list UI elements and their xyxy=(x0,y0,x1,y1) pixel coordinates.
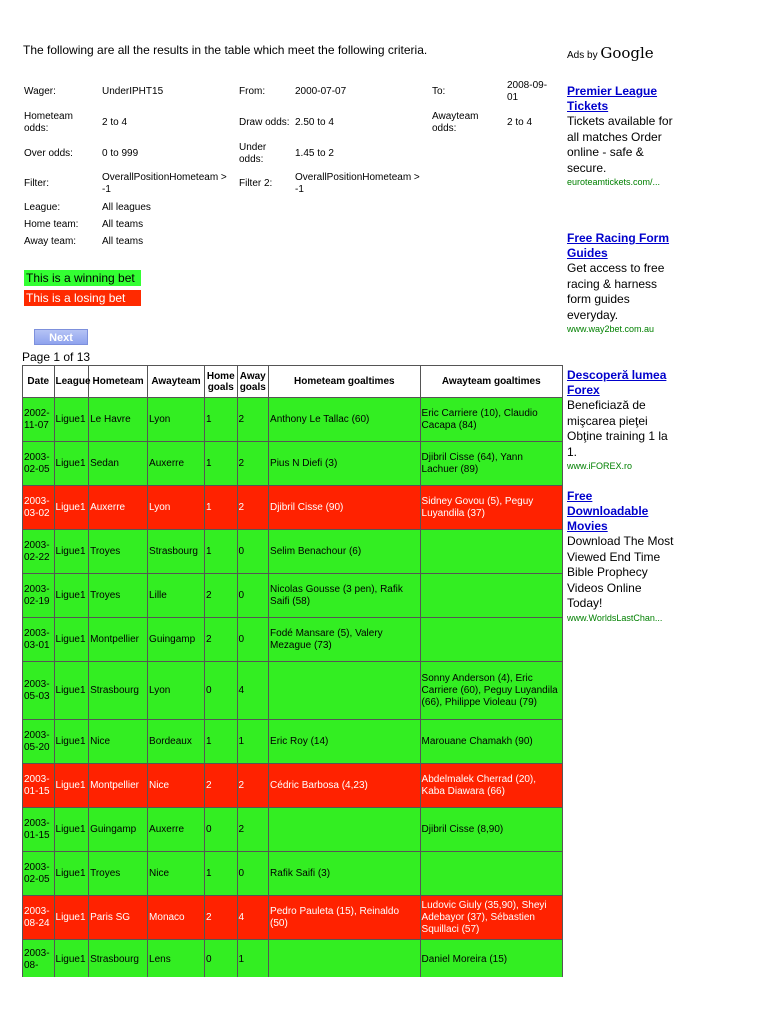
cell-date: 2003-02-19 xyxy=(23,574,55,618)
cell-awayteam-goaltimes: Djibril Cisse (8,90) xyxy=(420,808,562,852)
away-team-label: Away team: xyxy=(24,235,77,247)
cell-away-goals: 4 xyxy=(237,662,269,720)
draw-odds-value: 2.50 to 4 xyxy=(295,117,334,128)
cell-home-goals: 2 xyxy=(204,574,237,618)
ads-by-google[interactable] xyxy=(567,44,767,62)
cell-awayteam-goaltimes xyxy=(420,618,562,662)
cell-awayteam: Lille xyxy=(148,574,205,618)
cell-hometeam: Paris SG xyxy=(89,896,148,940)
header-awayteam-goaltimes: Awayteam goaltimes xyxy=(420,366,562,398)
cell-away-goals: 0 xyxy=(237,852,269,896)
ad-item xyxy=(567,231,677,336)
home-team-value: All teams xyxy=(102,218,144,230)
cell-hometeam: Troyes xyxy=(89,530,148,574)
ad-item xyxy=(567,84,677,189)
table-row xyxy=(23,398,563,442)
cell-awayteam: Lyon xyxy=(148,398,205,442)
league-label: League: xyxy=(24,201,61,213)
cell-league: Ligue1 xyxy=(54,662,89,720)
ad-url[interactable]: www.WorldsLastChan... xyxy=(567,612,663,623)
cell-awayteam-goaltimes: Sonny Anderson (4), Eric Carriere (60), Peguy Luyandila (66), Philippe Violeau (79) xyxy=(420,662,562,720)
cell-home-goals: 2 xyxy=(204,896,237,940)
ad-url[interactable]: www.way2bet.com.au xyxy=(567,324,655,334)
ad-text: Get access to free racing & harness form guides everyday. xyxy=(567,261,665,322)
cell-away-goals: 2 xyxy=(237,486,269,530)
cell-date: 2003-02-22 xyxy=(23,530,55,574)
wager-label: Wager: xyxy=(24,86,56,97)
filter-value: OverallPositionHometeam > -1 xyxy=(102,172,227,195)
cell-hometeam: Montpellier xyxy=(89,618,148,662)
google-ads xyxy=(567,44,767,625)
cell-date: 2003-05-03 xyxy=(23,662,55,720)
filter-label: Filter: xyxy=(24,178,49,189)
cell-hometeam-goaltimes: Fodé Mansare (5), Valery Mezague (73) xyxy=(269,618,421,662)
criteria-table xyxy=(22,77,555,250)
wager-value: UnderIPHT15 xyxy=(102,86,164,97)
cell-hometeam: Auxerre xyxy=(89,486,148,530)
ad-title-link[interactable]: Descoperă lumea Forex xyxy=(567,368,667,397)
cell-hometeam-goaltimes: Pedro Pauleta (15), Reinaldo (50) xyxy=(269,896,421,940)
cell-awayteam: Auxerre xyxy=(148,808,205,852)
header-date: Date xyxy=(23,366,55,398)
cell-away-goals: 2 xyxy=(237,764,269,808)
page-info: Page 1 of 13 xyxy=(22,350,91,364)
cell-hometeam-goaltimes: Pius N Diefi (3) xyxy=(269,442,421,486)
cell-away-goals: 4 xyxy=(237,896,269,940)
cell-date: 2003-02-05 xyxy=(23,852,55,896)
cell-hometeam: Troyes xyxy=(89,852,148,896)
table-row xyxy=(23,530,563,574)
cell-hometeam-goaltimes xyxy=(269,940,421,978)
cell-date: 2003-08- xyxy=(23,940,55,978)
cell-away-goals: 2 xyxy=(237,442,269,486)
cell-league: Ligue1 xyxy=(54,720,89,764)
from-value: 2000-07-07 xyxy=(295,86,347,97)
cell-hometeam: Le Havre xyxy=(89,398,148,442)
hometeam-odds-value: 2 to 4 xyxy=(102,117,128,128)
cell-hometeam-goaltimes: Rafik Saifi (3) xyxy=(269,852,421,896)
header-away-goals: Away goals xyxy=(237,366,269,398)
cell-date: 2003-01-15 xyxy=(23,764,55,808)
home-team-label: Home team: xyxy=(24,218,79,230)
table-row xyxy=(23,618,563,662)
table-row xyxy=(23,808,563,852)
cell-date: 2003-02-05 xyxy=(23,442,55,486)
table-row xyxy=(23,486,563,530)
table-row xyxy=(23,574,563,618)
cell-league: Ligue1 xyxy=(54,486,89,530)
cell-league: Ligue1 xyxy=(54,530,89,574)
cell-date: 2003-08-24 xyxy=(23,896,55,940)
cell-home-goals: 1 xyxy=(204,442,237,486)
table-row xyxy=(23,720,563,764)
ad-text: Download The Most Viewed End Time Bible Prophecy Videos Online Today! xyxy=(567,534,674,610)
results-table-container xyxy=(22,365,564,977)
draw-odds-label: Draw odds: xyxy=(239,117,290,128)
cell-home-goals: 2 xyxy=(204,764,237,808)
cell-home-goals: 1 xyxy=(204,852,237,896)
results-header-row xyxy=(23,366,563,398)
to-value: 2008-09-01 xyxy=(507,80,548,103)
losing-bet-legend: This is a losing bet xyxy=(24,290,141,306)
cell-date: 2003-03-01 xyxy=(23,618,55,662)
table-row xyxy=(23,896,563,940)
cell-home-goals: 1 xyxy=(204,398,237,442)
cell-awayteam: Nice xyxy=(148,852,205,896)
header-hometeam-goaltimes: Hometeam goaltimes xyxy=(269,366,421,398)
cell-hometeam-goaltimes: Cédric Barbosa (4,23) xyxy=(269,764,421,808)
ad-text: Beneficiază de mişcarea pieţei Obţine training 1 la 1. xyxy=(567,398,668,459)
to-label: To: xyxy=(432,86,446,97)
cell-league: Ligue1 xyxy=(54,896,89,940)
cell-hometeam: Nice xyxy=(89,720,148,764)
cell-hometeam-goaltimes: Selim Benachour (6) xyxy=(269,530,421,574)
cell-away-goals: 1 xyxy=(237,720,269,764)
cell-awayteam-goaltimes xyxy=(420,852,562,896)
header-league: League xyxy=(54,366,89,398)
cell-hometeam-goaltimes: Anthony Le Tallac (60) xyxy=(269,398,421,442)
ads-by-label: Ads by xyxy=(567,50,598,61)
cell-league: Ligue1 xyxy=(54,940,89,978)
ad-url[interactable]: www.iFOREX.ro xyxy=(567,461,633,471)
winning-bet-legend: This is a winning bet xyxy=(24,270,141,286)
cell-hometeam: Guingamp xyxy=(89,808,148,852)
cell-awayteam: Nice xyxy=(148,764,205,808)
under-odds-label: Under odds: xyxy=(239,142,267,165)
cell-home-goals: 0 xyxy=(204,940,237,978)
cell-awayteam: Lyon xyxy=(148,486,205,530)
cell-date: 2003-05-20 xyxy=(23,720,55,764)
cell-date: 2003-03-02 xyxy=(23,486,55,530)
cell-hometeam-goaltimes: Djibril Cisse (90) xyxy=(269,486,421,530)
google-logo: Google xyxy=(600,44,654,62)
cell-awayteam: Lyon xyxy=(148,662,205,720)
table-row xyxy=(23,764,563,808)
cell-awayteam-goaltimes xyxy=(420,530,562,574)
ad-title-link[interactable]: Free Racing Form Guides xyxy=(567,231,670,260)
cell-awayteam-goaltimes: Eric Carriere (10), Claudio Cacapa (84) xyxy=(420,398,562,442)
results-table xyxy=(22,365,563,977)
cell-away-goals: 0 xyxy=(237,530,269,574)
ad-item xyxy=(567,368,677,473)
under-odds-value: 1.45 to 2 xyxy=(295,148,334,159)
cell-away-goals: 2 xyxy=(237,808,269,852)
filter2-value: OverallPositionHometeam > -1 xyxy=(295,172,420,195)
cell-home-goals: 1 xyxy=(204,486,237,530)
cell-date: 2003-01-15 xyxy=(23,808,55,852)
header-home-goals: Home goals xyxy=(204,366,237,398)
cell-league: Ligue1 xyxy=(54,618,89,662)
cell-home-goals: 1 xyxy=(204,530,237,574)
over-odds-value: 0 to 999 xyxy=(102,148,139,159)
cell-awayteam-goaltimes: Abdelmalek Cherrad (20), Kaba Diawara (66) xyxy=(420,764,562,808)
awayteam-odds-value: 2 to 4 xyxy=(507,117,533,128)
cell-hometeam-goaltimes: Nicolas Gousse (3 pen), Rafik Saifi (58) xyxy=(269,574,421,618)
cell-home-goals: 0 xyxy=(204,662,237,720)
cell-hometeam-goaltimes xyxy=(269,662,421,720)
cell-away-goals: 2 xyxy=(237,398,269,442)
ad-item xyxy=(567,489,677,625)
table-row xyxy=(23,940,563,978)
ad-text: Tickets available for all matches Order online - safe & secure. xyxy=(567,114,673,175)
awayteam-odds-label: Awayteam odds: xyxy=(432,111,479,134)
cell-league: Ligue1 xyxy=(54,852,89,896)
cell-awayteam: Strasbourg xyxy=(148,530,205,574)
cell-away-goals: 0 xyxy=(237,618,269,662)
ad-title-link[interactable]: Free Downloadable Movies xyxy=(567,489,649,533)
cell-away-goals: 1 xyxy=(237,940,269,978)
header-awayteam: Awayteam xyxy=(148,366,205,398)
cell-hometeam: Strasbourg xyxy=(89,662,148,720)
hometeam-odds-label: Hometeam odds: xyxy=(24,111,73,134)
cell-home-goals: 2 xyxy=(204,618,237,662)
cell-awayteam-goaltimes: Sidney Govou (5), Peguy Luyandila (37) xyxy=(420,486,562,530)
table-row xyxy=(23,662,563,720)
cell-hometeam-goaltimes xyxy=(269,808,421,852)
ad-title-link[interactable]: Premier League Tickets xyxy=(567,84,658,113)
table-row xyxy=(23,852,563,896)
cell-home-goals: 1 xyxy=(204,720,237,764)
cell-awayteam: Auxerre xyxy=(148,442,205,486)
cell-hometeam: Troyes xyxy=(89,574,148,618)
header-hometeam: Hometeam xyxy=(89,366,148,398)
intro-text: The following are all the results in the table which meet the following criteria. xyxy=(23,43,428,57)
next-button[interactable]: Next xyxy=(34,329,88,345)
cell-hometeam: Montpellier xyxy=(89,764,148,808)
cell-awayteam: Guingamp xyxy=(148,618,205,662)
cell-awayteam: Lens xyxy=(148,940,205,978)
cell-away-goals: 0 xyxy=(237,574,269,618)
table-row xyxy=(23,442,563,486)
cell-home-goals: 0 xyxy=(204,808,237,852)
cell-league: Ligue1 xyxy=(54,764,89,808)
over-odds-label: Over odds: xyxy=(24,148,73,159)
cell-awayteam-goaltimes: Ludovic Giuly (35,90), Sheyi Adebayor (37), Sébastien Squillaci (57) xyxy=(420,896,562,940)
cell-awayteam-goaltimes: Djibril Cisse (64), Yann Lachuer (89) xyxy=(420,442,562,486)
from-label: From: xyxy=(239,86,266,97)
filter2-label: Filter 2: xyxy=(239,178,273,189)
cell-date: 2002-11-07 xyxy=(23,398,55,442)
cell-hometeam: Sedan xyxy=(89,442,148,486)
cell-league: Ligue1 xyxy=(54,442,89,486)
cell-awayteam: Bordeaux xyxy=(148,720,205,764)
cell-league: Ligue1 xyxy=(54,398,89,442)
cell-league: Ligue1 xyxy=(54,808,89,852)
cell-awayteam: Monaco xyxy=(148,896,205,940)
cell-awayteam-goaltimes: Marouane Chamakh (90) xyxy=(420,720,562,764)
league-value: All leagues xyxy=(102,201,151,213)
away-team-value: All teams xyxy=(102,235,144,247)
cell-awayteam-goaltimes xyxy=(420,574,562,618)
cell-league: Ligue1 xyxy=(54,574,89,618)
cell-hometeam-goaltimes: Eric Roy (14) xyxy=(269,720,421,764)
cell-hometeam: Strasbourg xyxy=(89,940,148,978)
ad-url[interactable]: euroteamtickets.com/... xyxy=(567,177,661,187)
cell-awayteam-goaltimes: Daniel Moreira (15) xyxy=(420,940,562,978)
